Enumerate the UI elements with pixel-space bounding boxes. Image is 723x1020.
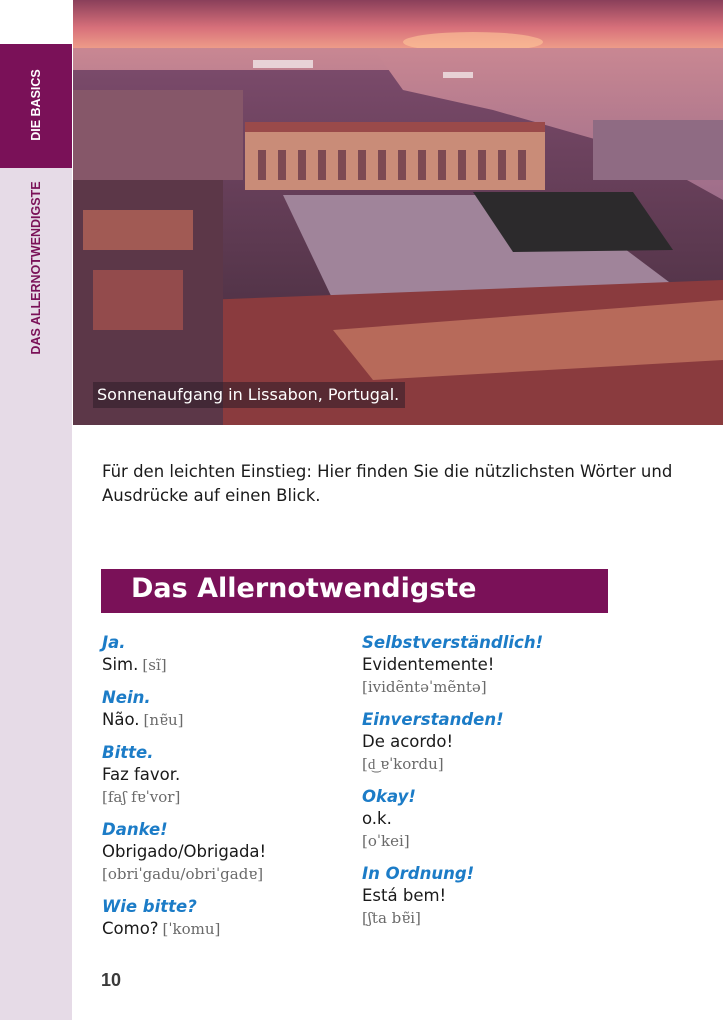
- german-phrase: Selbstverständlich!: [362, 633, 544, 652]
- phrase-column-right: [362, 632, 662, 940]
- section-heading: Das Allernotwendigste: [131, 573, 477, 604]
- german-phrase: Danke!: [102, 820, 168, 839]
- german-phrase: Nein.: [102, 688, 151, 707]
- section-tab[interactable]: [0, 44, 72, 168]
- german-phrase: Bitte.: [102, 743, 154, 762]
- page-number: 10: [101, 970, 122, 990]
- chapter-tab[interactable]: [0, 168, 72, 368]
- pronunciation: [ividẽntəˈmẽntə]: [362, 678, 487, 696]
- german-phrase: Okay!: [362, 787, 416, 806]
- portuguese-phrase: Evidentemente!: [362, 655, 495, 674]
- portuguese-phrase: [102, 918, 352, 940]
- photo-caption: Sonnenaufgang in Lissabon, Portugal.: [93, 382, 405, 408]
- portuguese-phrase: o.k.: [362, 809, 392, 828]
- portuguese-phrase: [102, 654, 352, 676]
- german-phrase: Wie bitte?: [102, 897, 197, 916]
- section-heading-bar: [101, 569, 608, 613]
- pronunciation: [obriˈgadu/obriˈgadɐ]: [102, 865, 264, 883]
- chapter-tab-label: DAS ALLERNOTWENDIGSTE: [29, 181, 43, 355]
- portuguese-phrase: [102, 709, 352, 731]
- side-tab-top-spacer: [0, 0, 72, 44]
- portuguese-phrase: De acordo!: [362, 732, 454, 751]
- portuguese-phrase: Faz favor.: [102, 765, 181, 784]
- intro-text: Für den leichten Einstieg: Hier finden Sie die nützlichsten Wörter und Ausdrücke auf einen Blick.: [102, 462, 673, 505]
- phrase-entry: [102, 632, 352, 676]
- pronunciation: [ˈkomu]: [162, 920, 221, 938]
- german-phrase: In Ordnung!: [362, 864, 475, 883]
- phrase-entry: [362, 786, 662, 852]
- phrase-entry: [362, 863, 662, 929]
- portuguese-text: Sim.: [102, 655, 139, 674]
- section-tab-label: DIE BASICS: [29, 69, 43, 141]
- portuguese-text: Não.: [102, 710, 140, 729]
- side-tab-strip: [0, 0, 72, 1020]
- portuguese-phrase: Está bem!: [362, 886, 447, 905]
- pronunciation: [faʃ fɐˈvor]: [102, 788, 181, 806]
- phrase-entry: [102, 819, 352, 885]
- portuguese-text: Como?: [102, 919, 159, 938]
- phrase-entry: [102, 896, 352, 940]
- pronunciation: [d͜ ɐˈkordu]: [362, 755, 444, 773]
- pronunciation: [nɐ̃u]: [143, 711, 184, 729]
- pronunciation: [sĩ]: [142, 656, 167, 674]
- portuguese-phrase: Obrigado/Obrigada!: [102, 842, 267, 861]
- lisbon-photo: [73, 0, 723, 425]
- german-phrase: Einverstanden!: [362, 710, 504, 729]
- phrase-entry: [102, 687, 352, 731]
- pronunciation: [oˈkei]: [362, 832, 410, 850]
- phrase-entry: [362, 632, 662, 698]
- german-phrase: Ja.: [102, 633, 126, 652]
- phrase-column-left: [102, 632, 352, 951]
- phrase-entry: [362, 709, 662, 775]
- phrase-entry: [102, 742, 352, 808]
- pronunciation: [ʃta bɐ̃i]: [362, 909, 421, 927]
